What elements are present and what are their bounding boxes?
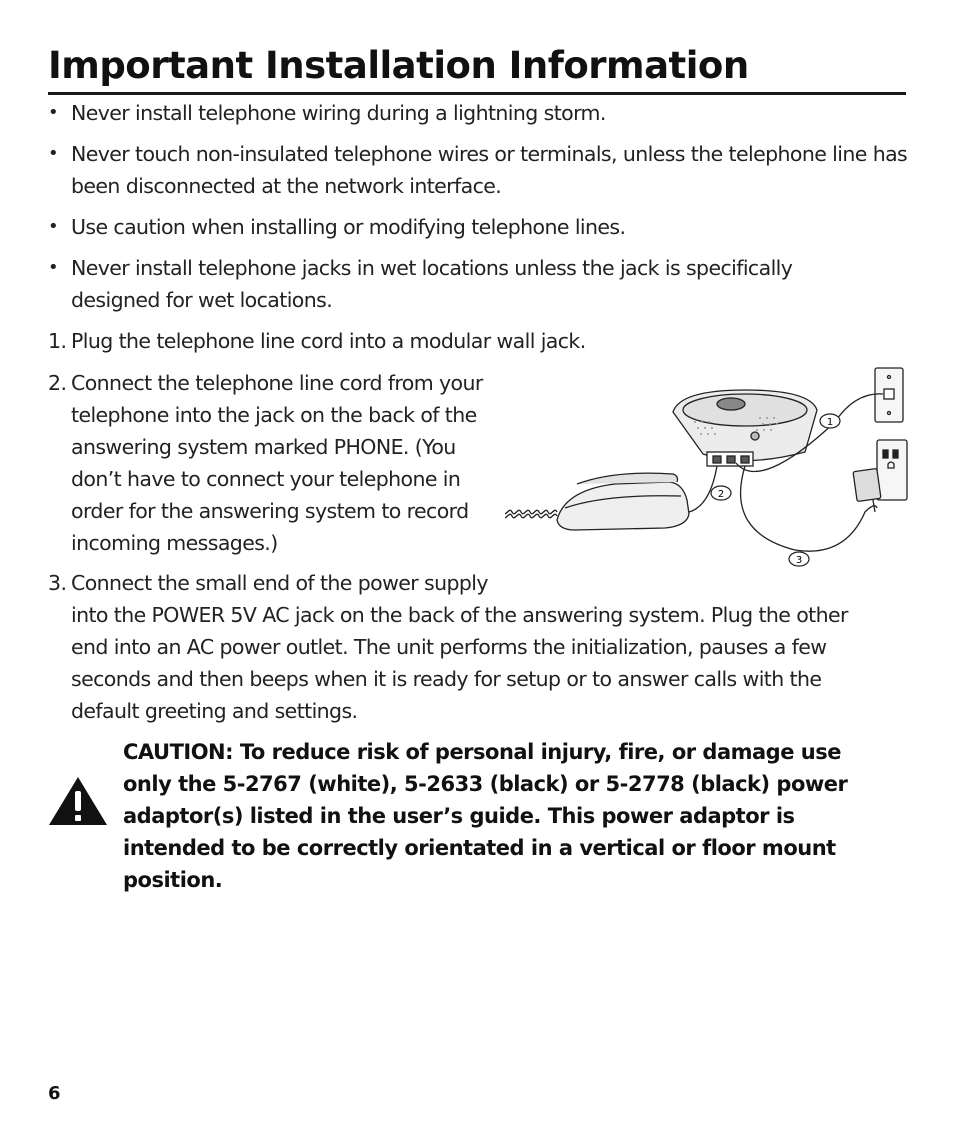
step-text — [71, 567, 878, 727]
bullet-text: Never touch non-insulated telephone wires or terminals, unless the telephone line has been disconnected at the network interface. — [71, 142, 908, 198]
step-line: order for the answering system to record — [71, 499, 469, 523]
step-number: 1. — [48, 329, 67, 353]
step-line: Connect the small end of the power supply — [71, 571, 488, 595]
step-line: answering system marked PHONE. (You — [71, 435, 456, 459]
step-line: telephone into the jack on the back of the — [71, 403, 477, 427]
bullet-text: Never install telephone jacks in wet locations unless the jack is specifically designed for wet locations. — [71, 256, 793, 312]
step-text — [71, 367, 508, 559]
bullet-item — [48, 97, 908, 129]
bullet-text: Use caution when installing or modifying telephone lines. — [71, 215, 626, 239]
step-line: don’t have to connect your telephone in — [71, 467, 461, 491]
wall-power-outlet — [877, 440, 907, 500]
bullet-item — [48, 252, 838, 316]
telephone — [557, 473, 689, 530]
bullet-marker: • — [48, 216, 59, 237]
step-item — [48, 367, 508, 559]
bullet-marker: • — [48, 102, 59, 123]
step-number: 3. — [48, 571, 67, 595]
step-item — [48, 567, 878, 727]
power-adapter — [853, 468, 881, 501]
bullet-text: Never install telephone wiring during a lightning storm. — [71, 101, 606, 125]
caution-text: CAUTION: To reduce risk of personal injury, fire, or damage use only the 5-2767 (white), 5-2633 (black) or 5-2778 (black) power adaptor(s) listed in the user’s guide. This power adaptor is intended to be correctly orientated in a vertical or floor mount position. — [123, 740, 848, 892]
page-number: 6 — [48, 1083, 61, 1104]
step-item — [48, 325, 908, 357]
step-line: incoming messages.) — [71, 531, 278, 555]
connection-diagram — [505, 362, 910, 574]
bullet-item — [48, 138, 908, 202]
step-line: into the POWER 5V AC jack on the back of the answering system. Plug the other end into an AC power outlet. The unit performs the initialization, pauses a few seconds and then beeps when it is ready for setup or to answer calls with the default greeting and settings. — [71, 603, 848, 723]
callout-label: 2 — [717, 489, 725, 500]
callout-label: 1 — [826, 417, 834, 428]
warning-triangle-icon — [47, 775, 109, 827]
bullet-item — [48, 211, 908, 243]
bullet-marker: • — [48, 143, 59, 164]
bullet-marker: • — [48, 257, 59, 278]
callout-1 — [820, 414, 840, 428]
page-title: Important Installation Information — [48, 40, 906, 95]
step-number: 2. — [48, 371, 67, 395]
callout-label: 3 — [795, 555, 803, 566]
callout-3 — [789, 552, 809, 566]
step-text: Plug the telephone line cord into a modular wall jack. — [71, 329, 586, 353]
step-line: Connect the telephone line cord from your — [71, 371, 483, 395]
callout-2 — [711, 486, 731, 500]
